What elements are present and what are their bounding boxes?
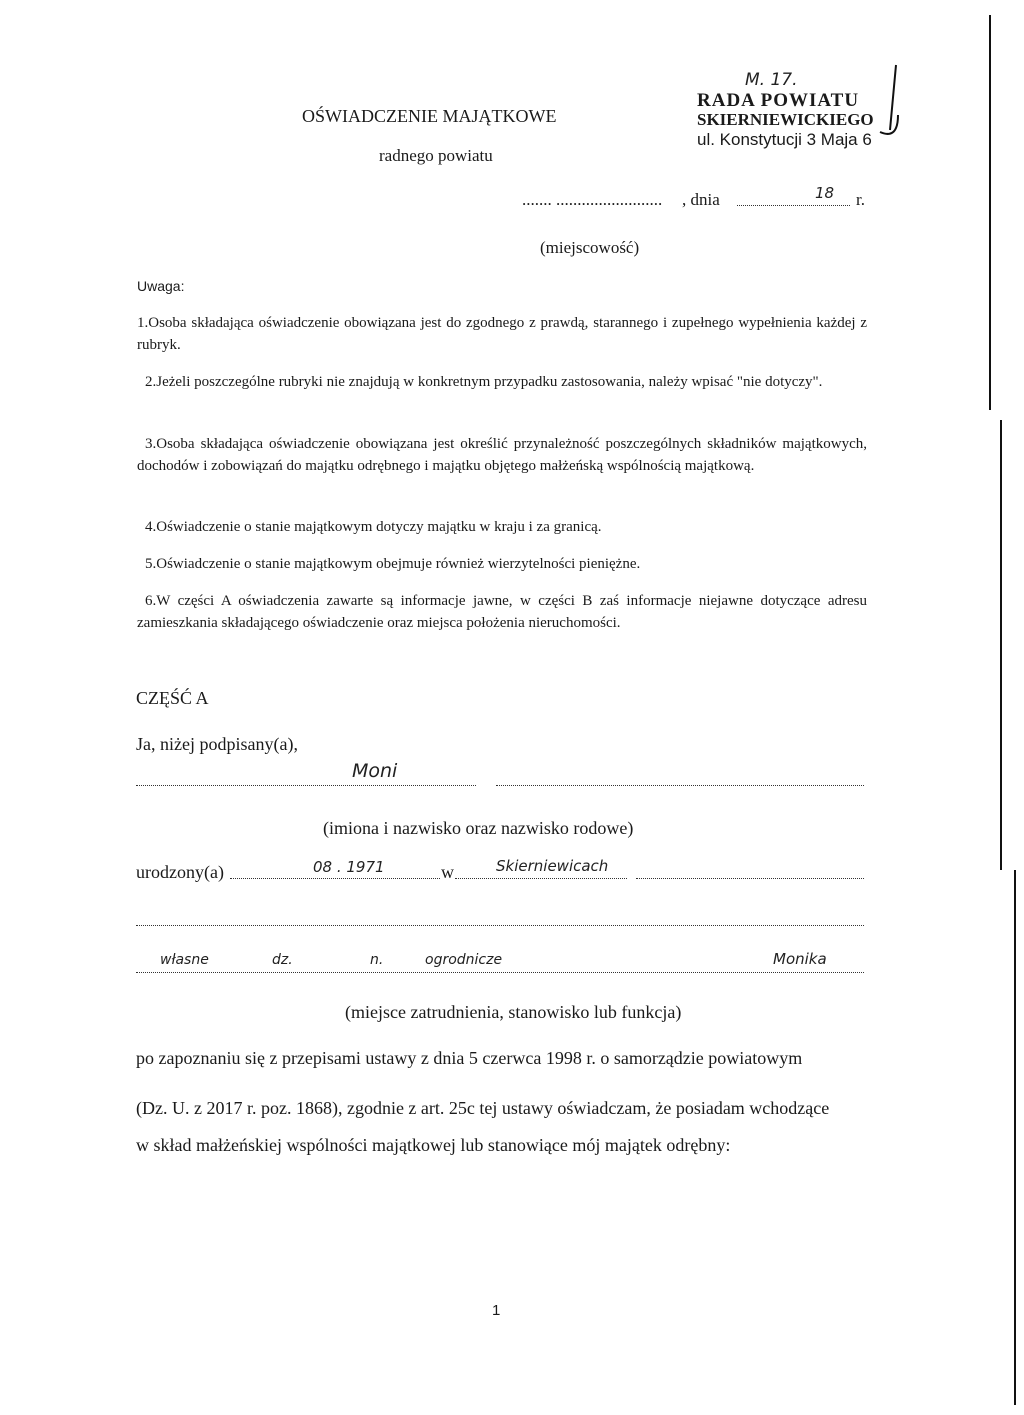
employment-handwritten-4: ogrodnicze (425, 952, 503, 968)
employment-caption: (miejsce zatrudnienia, stanowisko lub funkcja) (345, 1002, 682, 1022)
employment-handwritten-5: Monika (773, 950, 827, 968)
part-a-heading: CZĘŚĆ A (136, 688, 209, 708)
note-item-2: 2.Jeżeli poszczególne rubryki nie znajdują w konkretnym przypadku zastosowania, należy wpisać "nie dotyczy". (145, 374, 823, 390)
document-subtitle: radnego powiatu (379, 146, 493, 165)
stamp-line-3: ul. Konstytucji 3 Maja 6 (697, 130, 872, 149)
born-dots-right (636, 878, 864, 879)
document-title: OŚWIADCZENIE MAJĄTKOWE (302, 106, 557, 126)
place-dots: ....... ......................... (522, 190, 663, 209)
note-item-4: 4.Oświadczenie o stanie majątkowym dotyczy majątku w kraju i za granicą. (145, 519, 602, 535)
note-item-3: 3.Osoba składająca oświadczenie obowiązana jest określić przynależność poszczególnych składników majątkowych, dochodów i zobowiązań do majątku odrębnego i majątku objętego małżeńską wspólnością majątkową. (137, 436, 867, 474)
ja-label: Ja, niżej podpisany(a), (136, 734, 298, 754)
employment-handwritten-1: własne (160, 952, 209, 968)
birth-place-handwritten: Skierniewicach (496, 857, 609, 875)
w-label: w (441, 862, 454, 882)
scan-edge-line (1000, 420, 1002, 870)
place-caption: (miejscowość) (540, 238, 640, 257)
name-dots-right (496, 785, 864, 786)
employment-dots (136, 972, 864, 973)
date-dots (737, 205, 850, 206)
note-item-6: 6.W części A oświadczenia zawarte są informacje jawne, w części B zaś informacje niejawne dotyczące adresu zamieszkania składającego oświadczenie oraz miejsca położenia nieruchomości. (137, 593, 867, 631)
scan-edge-line (1014, 870, 1016, 1405)
birth-place-dots (455, 878, 627, 879)
stamp-handwritten-ref: M. 17. (745, 70, 798, 90)
dnia-label: , dnia (682, 190, 720, 209)
born-dots (230, 878, 440, 879)
name-caption: (imiona i nazwisko oraz nazwisko rodowe) (323, 818, 634, 838)
notes-label: Uwaga: (137, 278, 185, 294)
scan-edge-line (989, 15, 991, 410)
note-item-5: 5.Oświadczenie o stanie majątkowym obejmuje również wierzytelności pieniężne. (145, 556, 641, 572)
employment-handwritten-2: dz. (272, 952, 293, 968)
date-year-suffix: r. (856, 190, 865, 209)
birth-date-handwritten: 08 . 1971 (313, 858, 385, 876)
date-day-handwritten: 18 (815, 184, 835, 202)
born-label: urodzony(a) (136, 862, 224, 882)
name-dots-left (136, 785, 476, 786)
name-handwritten: Moni (352, 760, 398, 782)
stamp-frame-mark (868, 60, 928, 150)
blank-line-dots (136, 925, 864, 926)
employment-handwritten-3: n. (370, 952, 384, 968)
note-item-1: 1.Osoba składająca oświadczenie obowiązana jest do zgodnego z prawdą, starannego i zupełnego wypełnienia każdej z rubryk. (137, 315, 867, 353)
statement-line-2: (Dz. U. z 2017 r. poz. 1868), zgodnie z art. 25c tej ustawy oświadczam, że posiadam wchodzące (136, 1098, 830, 1118)
statement-line-1: po zapoznaniu się z przepisami ustawy z dnia 5 czerwca 1998 r. o samorządzie powiatowym (136, 1048, 803, 1068)
page-number: 1 (492, 1302, 501, 1319)
stamp-line-2: SKIERNIEWICKIEGO (697, 110, 874, 129)
stamp-line-1: RADA POWIATU (697, 90, 860, 111)
statement-line-3: w skład małżeńskiej wspólności majątkowej lub stanowiące mój majątek odrębny: (136, 1135, 731, 1155)
